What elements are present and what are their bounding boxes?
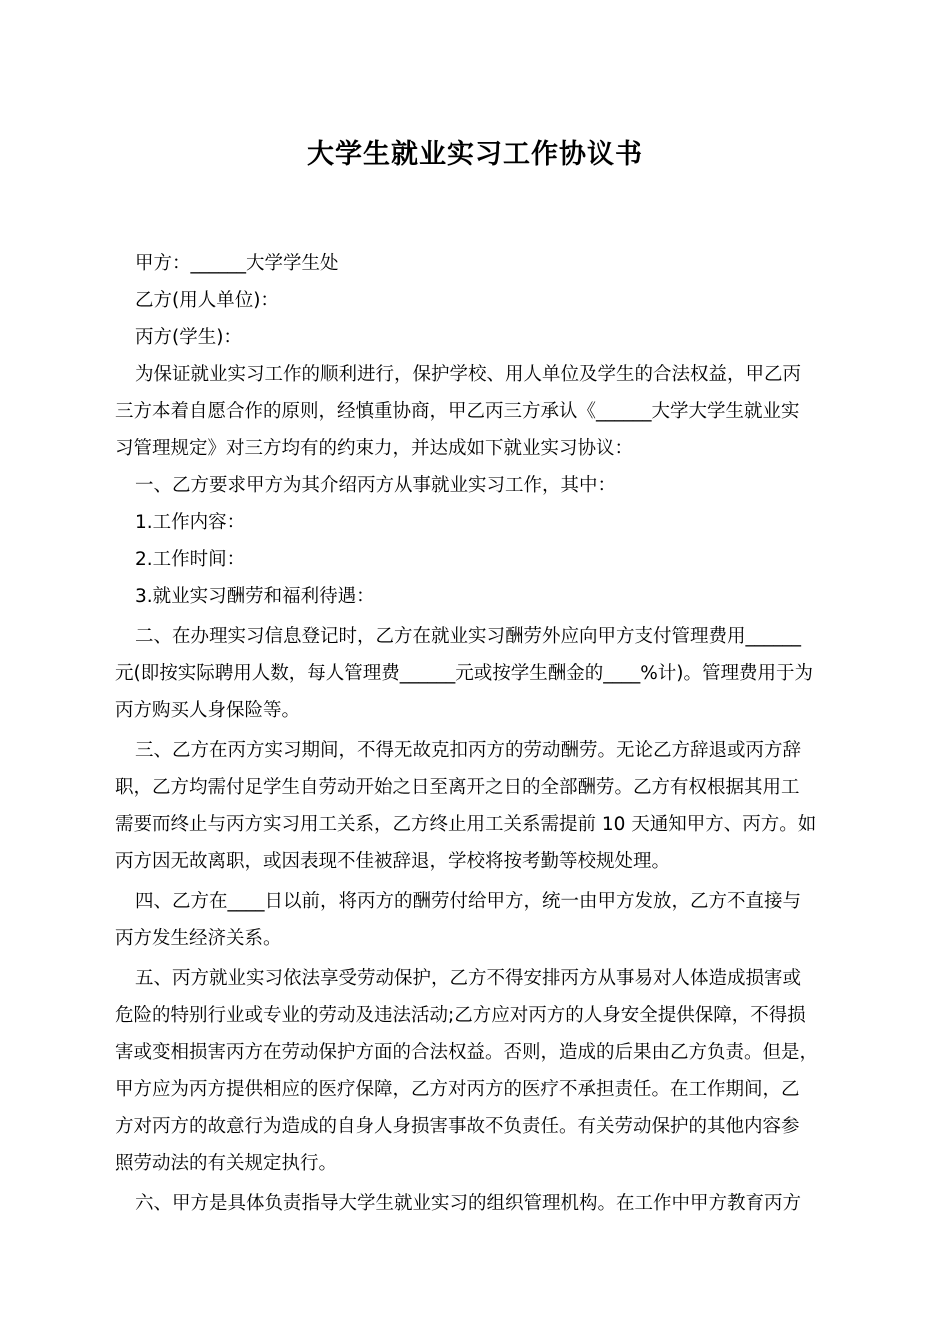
clause-1-item: 2.工作时间：	[135, 549, 246, 570]
preamble-line: 为保证就业实习工作的顺利进行，保护学校、用人单位及学生的合法权益，甲乙丙	[135, 364, 802, 385]
clause-3-line: 三、乙方在丙方实习期间，不得无故克扣丙方的劳动酬劳。无论乙方辞退或丙方辞	[135, 740, 802, 761]
clause-3-line: 丙方因无故离职，或因表现不佳被辞退，学校将按考勤等校规处理。	[115, 851, 671, 872]
party-b-line: 乙方(用人单位)：	[135, 290, 279, 311]
preamble-line: 三方本着自愿合作的原则，经慎重协商，甲乙丙三方承认《______大学大学生就业实	[115, 401, 800, 422]
clause-5-line: 危险的特别行业或专业的劳动及违法活动;乙方应对丙方的人身安全提供保障，不得损	[115, 1005, 806, 1026]
clause-2-line: 丙方购买人身保险等。	[115, 700, 301, 721]
party-c-line: 丙方(学生)：	[135, 327, 242, 348]
clause-4-line: 丙方发生经济关系。	[115, 928, 282, 949]
clause-6-line: 六、甲方是具体负责指导大学生就业实习的组织管理机构。在工作中甲方教育丙方	[135, 1193, 802, 1214]
preamble-line: 习管理规定》对三方均有的约束力，并达成如下就业实习协议：	[115, 438, 634, 459]
clause-1-item: 1.工作内容：	[135, 512, 246, 533]
clause-5-line: 甲方应为丙方提供相应的医疗保障，乙方对丙方的医疗不承担责任。在工作期间，乙	[115, 1079, 800, 1100]
clause-5-line: 害或变相损害丙方在劳动保护方面的合法权益。否则，造成的后果由乙方负责。但是，	[115, 1042, 819, 1063]
clause-2-line: 二、在办理实习信息登记时，乙方在就业实习酬劳外应向甲方支付管理费用______	[135, 626, 802, 647]
clause-3-line: 需要而终止与丙方实习用工关系，乙方终止用工关系需提前 10 天通知甲方、丙方。如	[115, 814, 817, 835]
clause-5-line: 方对丙方的故意行为造成的自身人身损害事故不负责任。有关劳动保护的其他内容参	[115, 1116, 800, 1137]
clause-1-heading: 一、乙方要求甲方为其介绍丙方从事就业实习工作，其中：	[135, 475, 617, 496]
document-body	[115, 245, 835, 1222]
clause-2-line: 元(即按实际聘用人数，每人管理费______元或按学生酬金的____%计)。管理费用于为	[115, 663, 814, 684]
clause-4-line: 四、乙方在____日以前，将丙方的酬劳付给甲方，统一由甲方发放，乙方不直接与	[135, 891, 802, 912]
clause-3-line: 职，乙方均需付足学生自劳动开始之日至离开之日的全部酬劳。乙方有权根据其用工	[115, 777, 800, 798]
clause-1-item: 3.就业实习酬劳和福利待遇：	[135, 586, 375, 607]
clause-5-line: 照劳动法的有关规定执行。	[115, 1153, 338, 1174]
clause-5-line: 五、丙方就业实习依法享受劳动保护，乙方不得安排丙方从事易对人体造成损害或	[135, 968, 802, 989]
party-a-line: 甲方：______大学学生处	[135, 253, 339, 274]
document-title: 大学生就业实习工作协议书	[307, 139, 643, 170]
